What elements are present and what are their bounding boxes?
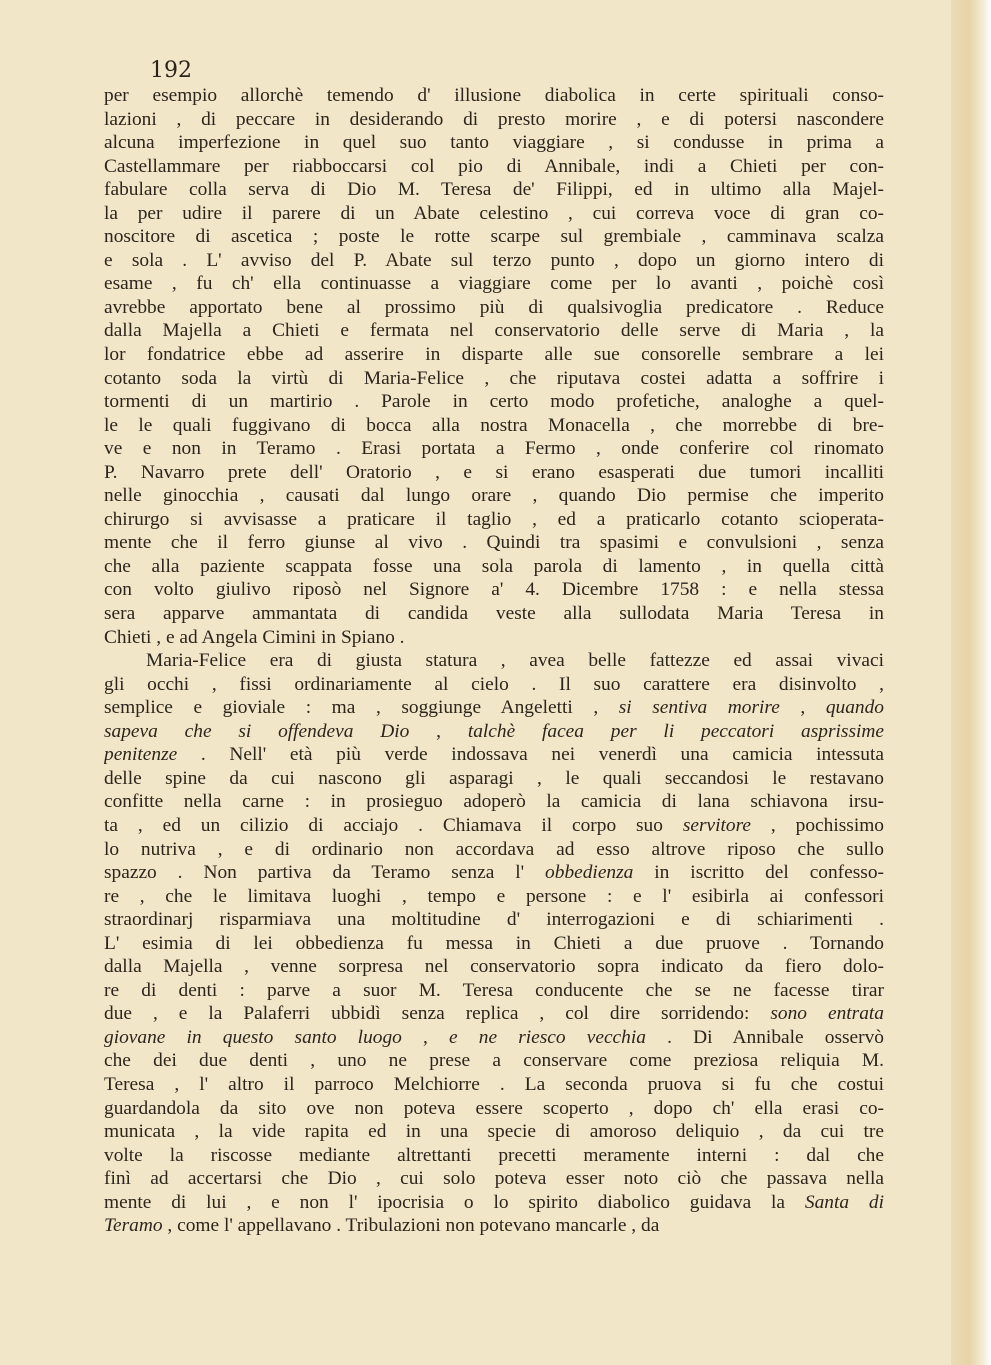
- text-run: municata , la vide rapita ed in una specie di amoroso deliquio , da cui tre: [104, 1121, 884, 1143]
- text-line: [104, 1191, 884, 1215]
- text-run: dalla Majella a Chieti e fermata nel conservatorio delle serve di Maria , la: [104, 320, 884, 342]
- text-run: . Di Annibale osservò: [645, 1026, 884, 1048]
- text-run: dalla Majella , venne sorpresa nel conservatorio sopra indicato da fiero dolo-: [104, 956, 884, 978]
- text-run: sera apparve ammantata di candida veste alla sullodata Maria Teresa in: [104, 603, 884, 625]
- text-line: [104, 461, 884, 485]
- text-line: [104, 1097, 884, 1121]
- text-line: [104, 555, 884, 579]
- text-line: [104, 155, 884, 179]
- text-line: [104, 343, 884, 367]
- text-line: [104, 696, 884, 720]
- text-run: lor fondatrice ebbe ad asserire in disparte alle sue consorelle sembrare a lei: [104, 344, 884, 366]
- italic-text: e ne riesco vecchia: [449, 1026, 646, 1048]
- text-run: chirurgo si avvisasse a praticare il taglio , ed a praticarlo cotanto scioperata-: [104, 508, 884, 530]
- text-run: che dei due denti , uno ne prese a conservare come preziosa reliquia M.: [104, 1050, 884, 1072]
- text-run: alcuna imperfezione in quel suo tanto viaggiare , si condusse in prima a: [104, 132, 884, 154]
- text-line: [104, 178, 884, 202]
- text-line: [104, 861, 884, 885]
- text-run: con volto giulivo riposò nel Signore a' 4. Dicembre 1758 : e nella stessa: [104, 579, 884, 601]
- text-run: . Nell' età più verde indossava nei venerdì una camicia intessuta: [177, 744, 884, 766]
- text-run: ve e non in Teramo . Erasi portata a Fermo , onde conferire col rinomato: [104, 438, 884, 460]
- italic-text: sapeva che si offendeva Dio: [104, 720, 410, 742]
- text-run: e sola . L' avviso del P. Abate sul terzo punto , dopo un giorno intero di: [104, 249, 884, 271]
- text-line: [104, 367, 884, 391]
- text-line: [104, 414, 884, 438]
- text-run: guardandola da sito ove non poteva essere scoperto , dopo ch' ella erasi co-: [104, 1097, 884, 1119]
- text-line: [104, 649, 884, 673]
- text-run: tormenti di un martirio . Parole in certo modo profetiche, analoghe a quel-: [104, 391, 884, 413]
- text-run: finì ad accertarsi che Dio , cui solo poteva esser noto ciò che passava nella: [104, 1168, 884, 1190]
- italic-text: talchè facea per li peccatori asprissime: [467, 720, 884, 742]
- text-run: esame , fu ch' ella continuasse a viaggiare come per lo avanti , poichè così: [104, 273, 884, 295]
- italic-text: penitenze: [104, 744, 178, 766]
- text-run: L' esimia di lei obbedienza fu messa in Chieti a due pruove . Tornando: [104, 932, 884, 954]
- text-run: mente che il ferro giunse al vivo . Quindi tra spasimi e convulsioni , senza: [104, 532, 884, 554]
- text-line: [104, 979, 884, 1003]
- text-line: [104, 1002, 884, 1026]
- text-line: [104, 508, 884, 532]
- text-line: [104, 390, 884, 414]
- text-run: cotanto soda la virtù di Maria-Felice , che riputava costei adatta a soffrire i: [104, 367, 884, 389]
- text-line: [104, 202, 884, 226]
- text-run: due , e la Palaferri ubbidì senza replica , col dire sorridendo:: [104, 1003, 771, 1025]
- text-line: [104, 1026, 884, 1050]
- italic-text: sono entrata: [770, 1003, 884, 1025]
- text-run: Teresa , l' altro il parroco Melchiorre . La seconda pruova si fu che costui: [104, 1073, 884, 1095]
- text-line: [104, 296, 884, 320]
- page-edge-shadow: [951, 0, 991, 1365]
- italic-text: Santa di: [804, 1191, 884, 1213]
- text-run: , pochissimo: [751, 814, 884, 836]
- text-run: semplice e gioviale : ma , soggiunge Angeletti ,: [104, 697, 619, 719]
- text-run: confitte nella carne : in prosieguo adoperò la camicia di lana schiavona irsu-: [104, 791, 884, 813]
- text-run: ta , ed un cilizio di acciajo . Chiamava il corpo suo: [104, 814, 683, 836]
- text-line: [104, 1073, 884, 1097]
- text-run: per esempio allorchè temendo d' illusione diabolica in certe spirituali conso-: [104, 85, 884, 106]
- text-line: [104, 1049, 884, 1073]
- italic-text: Teramo: [104, 1215, 163, 1237]
- text-run: re di denti : parve a suor M. Teresa conducente che se ne facesse tirar: [104, 979, 884, 1001]
- text-run: che alla paziente scappata fosse una sola parola di lamento , in quella città: [104, 555, 884, 577]
- text-run: Maria-Felice era di giusta statura , avea belle fattezze ed assai vivaci: [146, 650, 884, 672]
- text-run: Castellammare per riabboccarsi col pio di Annibale, indi a Chieti per con-: [104, 155, 884, 177]
- text-line: [104, 272, 884, 296]
- text-run: le le quali fuggivano di bocca alla nostra Monacella , che morrebbe di bre-: [104, 414, 884, 436]
- text-run: straordinarj risparmiava una moltitudine d' interrogazioni e di schiarimenti .: [104, 909, 884, 931]
- text-run: mente di lui , e non l' ipocrisia o lo spirito diabolico guidava la: [104, 1191, 805, 1213]
- text-line: [104, 84, 884, 108]
- text-line: [104, 1214, 884, 1238]
- text-run: gli occhi , fissi ordinariamente al cielo . Il suo carattere era disinvolto ,: [104, 673, 884, 695]
- text-line: [104, 602, 884, 626]
- text-run: la per udire il parere di un Abate celestino , cui correva voce di gran co-: [104, 202, 884, 224]
- text-line: [104, 108, 884, 132]
- text-line: [104, 437, 884, 461]
- text-line: [104, 885, 884, 909]
- text-run: ,: [779, 697, 826, 719]
- text-line: [104, 720, 884, 744]
- text-run: volte la riscosse mediante altrettanti precetti meramente interni : dal che: [104, 1144, 884, 1166]
- text-run: P. Navarro prete dell' Oratorio , e si erano esasperati due tumori incalliti: [104, 461, 884, 483]
- text-run: lo nutriva , e di ordinario non accordava ad esso altrove riposo che sullo: [104, 838, 884, 860]
- text-line: [104, 131, 884, 155]
- text-line: [104, 932, 884, 956]
- page-number: 192: [150, 58, 192, 83]
- text-line: [104, 814, 884, 838]
- text-run: nelle ginocchia , causati dal lungo orare , quando Dio permise che imperito: [104, 485, 884, 507]
- text-line: [104, 673, 884, 697]
- text-run: noscitore di ascetica ; poste le rotte scarpe sul grembiale , camminava scalza: [104, 226, 884, 248]
- text-run: spazzo . Non partiva da Teramo senza l': [104, 862, 546, 884]
- text-line: [104, 767, 884, 791]
- italic-text: giovane in questo santo luogo: [104, 1026, 402, 1048]
- text-run: , come l' appellavano . Tribulazioni non potevano mancarle , da: [162, 1215, 660, 1237]
- text-line: [104, 908, 884, 932]
- text-line: [104, 249, 884, 273]
- text-line: [104, 790, 884, 814]
- text-line: [104, 743, 884, 767]
- text-line: [104, 578, 884, 602]
- text-line: [104, 319, 884, 343]
- text-run: Chieti , e ad Angela Cimini in Spiano .: [104, 626, 405, 648]
- text-line: [104, 838, 884, 862]
- text-line: [104, 1144, 884, 1168]
- text-line: [104, 955, 884, 979]
- text-run: ,: [401, 1026, 449, 1048]
- text-run: re , che le limitava luoghi , tempo e persone : e l' esibirla ai confessori: [104, 885, 884, 907]
- text-run: fabulare colla serva di Dio M. Teresa de' Filippi, ed in ultimo alla Majel-: [104, 179, 884, 201]
- text-line: [104, 1120, 884, 1144]
- italic-text: si sentiva morire: [618, 697, 780, 719]
- italic-text: servitore: [682, 814, 752, 836]
- text-line: [104, 626, 884, 650]
- text-run: in iscritto del confesso-: [633, 862, 884, 884]
- italic-text: obbedienza: [545, 862, 634, 884]
- body-text: [104, 84, 884, 1238]
- text-line: [104, 225, 884, 249]
- text-line: [104, 484, 884, 508]
- text-run: lazioni , di peccare in desiderando di presto morire , e di potersi nascondere: [104, 108, 884, 130]
- text-run: delle spine da cui nascono gli asparagi , le quali seccandosi le restavano: [104, 767, 884, 789]
- text-run: avrebbe apportato bene al prossimo più di qualsivoglia predicatore . Reduce: [104, 296, 884, 318]
- italic-text: quando: [825, 697, 884, 719]
- text-run: ,: [409, 720, 468, 742]
- text-line: [104, 1167, 884, 1191]
- text-line: [104, 531, 884, 555]
